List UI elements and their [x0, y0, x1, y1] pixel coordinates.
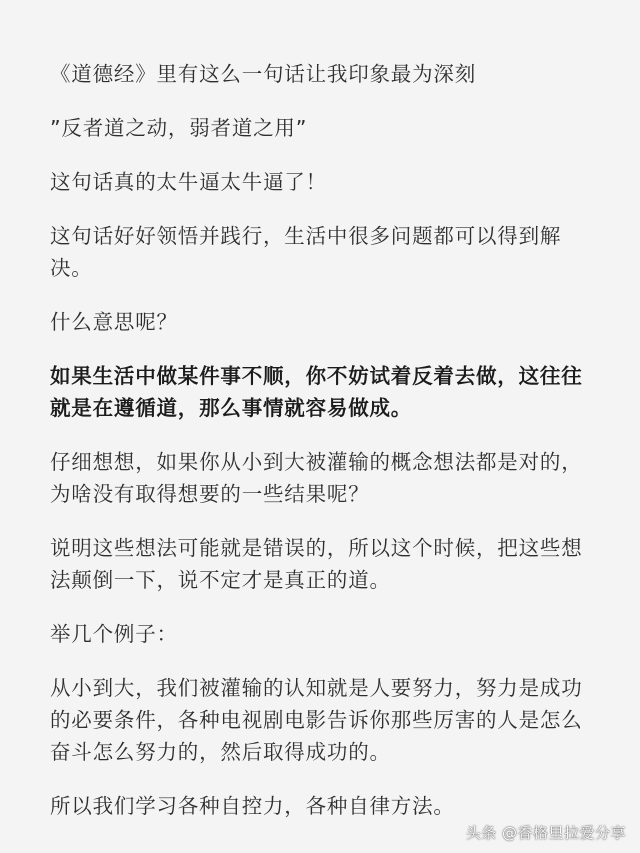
- paragraph-practice: 这句话好好领悟并践行，生活中很多问题都可以得到解决。: [50, 224, 562, 280]
- paragraph-example-effort: 从小到大，我们被灌输的认知就是人要努力，努力是成功的必要条件，各种电视剧电影告诉你那些厉害的人是怎么奋斗怎么努力的，然后取得成功的。: [50, 676, 583, 764]
- paragraph-quote-intro: 《道德经》里有这么一句话让我印象最为深刻: [50, 62, 476, 86]
- watermark: 头条 @香格里拉爱分享: [465, 824, 626, 842]
- paragraph-key-point: 如果生活中做某件事不顺，你不妨试着反着去做，这往往就是在遵循道，那么事情就容易做成。: [50, 364, 583, 420]
- paragraph-explanation: 说明这些想法可能就是错误的，所以这个时候，把这些想法颠倒一下，说不定才是真正的道。: [50, 536, 583, 592]
- paragraph-self-discipline: 所以我们学习各种自控力，各种自律方法。: [50, 794, 455, 818]
- article-body: [50, 58, 595, 844]
- paragraph-quote: ”反者道之动，弱者道之用”: [50, 116, 308, 140]
- paragraph-exclamation: 这句话真的太牛逼太牛逼了！: [50, 170, 327, 194]
- paragraph-examples-heading: 举几个例子：: [50, 622, 178, 646]
- paragraph-reflection: 仔细想想，如果你从小到大被灌输的概念想法都是对的，为啥没有取得想要的一些结果呢？: [50, 450, 583, 506]
- paragraph-question: 什么意思呢？: [50, 310, 178, 334]
